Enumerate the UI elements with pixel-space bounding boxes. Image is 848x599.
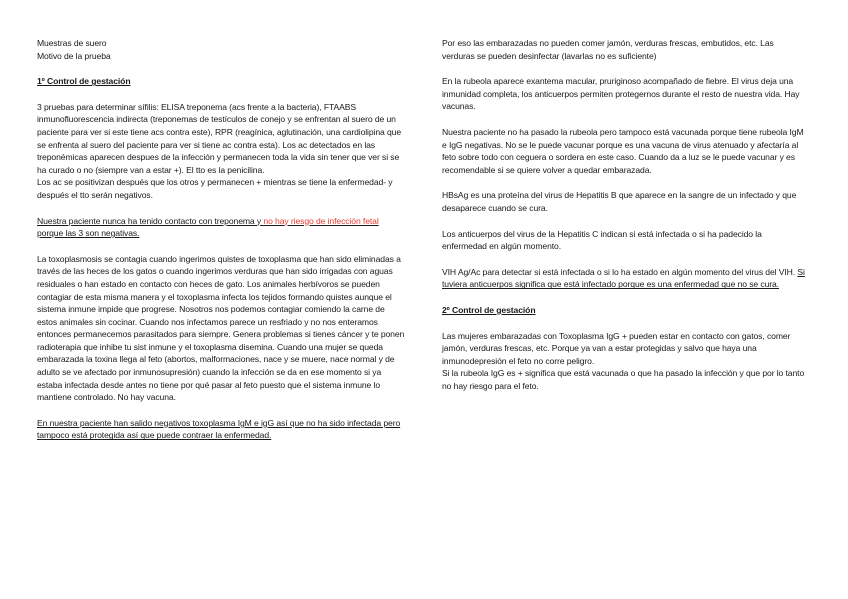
paragraph-hepatitis-c: Los anticuerpos del virus de la Hepatitis C indican si está infectada o si ha padecido la enfermedad en algún momento. xyxy=(442,228,762,252)
paragraph-toxo-result: En nuestra paciente han salido negativos toxoplasma IgM e igG así que no ha sido infectada pero tampoco está protegida así que puede contraer la enfermedad. xyxy=(37,417,401,441)
patient-text-a: Nuestra paciente nunca ha tenido contacto con treponema y xyxy=(37,215,264,226)
paragraph-patient-treponema xyxy=(37,215,405,240)
patient-text-b: porque las 3 son negativas. xyxy=(37,228,140,239)
paragraph-embarazadas: Por eso las embarazadas no pueden comer jamón, verduras frescas, embutidos, etc. Las verduras se pueden desinfectar (lavarlas no es suficiente) xyxy=(442,38,774,61)
paragraph-sifilis-tests: 3 pruebas para determinar sífilis: ELISA treponema (acs frente a la bacteria), FTAABS inmunofluorescencia indirecta (treponemas de testículos de conejo y se enfrentan al suero de un paciente para ver si este tiene acs contra este), RPR (reagínica, aglutinación, una cardiolipina que se enfrenta al suero del paciente para ver si tiene ac contra esta). Los ac detectados en las treponémicas aparecen despues de la infección y permanecen toda la vida sin tener que ver si se ha curado o no (siempre van a estar +). El tto es la penicilina. xyxy=(37,101,402,175)
right-column xyxy=(442,37,808,392)
highlight-no-risk: no hay riesgo de infección fetal xyxy=(263,215,379,226)
heading-control-2: 2º Control de gestación xyxy=(442,304,536,315)
heading-control-1: 1º Control de gestación xyxy=(37,76,131,87)
paragraph-vih xyxy=(442,266,808,291)
paragraph-sifilis-ac: Los ac se positivizan después que los otros y permanecen + mientras se tiene la enfermedad- y después el tto serán negativos. xyxy=(37,177,393,200)
intro-line-1: Muestras de suero xyxy=(37,38,107,48)
left-column xyxy=(37,37,405,455)
paragraph-control2-rubeola: Si la rubeola IgG es + significa que está vacunada o que ha pasado la infección y que por lo tanto no hay riesgo para el feto. xyxy=(442,368,805,391)
vih-underlined: Si tuviera anticuerpos significa que está infectado porque es una enfermedad que no se cura. xyxy=(442,266,805,290)
vih-text: VIH Ag/Ac para detectar si está infectada o si lo ha estado en algún momento del virus del VIH. xyxy=(442,266,798,277)
paragraph-toxoplasmosis: La toxoplasmosis se contagia cuando ingerimos quistes de toxoplasma que han sido eliminadas a través de las heces de los gatos o cuando ingerimos verduras que han sido irrigadas con aguas residuales o han estado en contacto con heces de gato. Los animales herbívoros se pueden contagiar de esta misma manera y el toxoplasma infecta los tejidos formando quistes aunque el sistema inmune impide que progrese. Nosotros nos podemos contagiar comiendo la carne de estos animales sin cocinar. Cuando nos infectamos parece un resfriado y no nos enteramos entonces permanecemos parasitados para siempre. Genera problemas si tienes cáncer y te ponen radioterapia que inhibe tu sist inmune y el toxoplasma disemina. Cuando una mujer se queda embarazada la toxina llega al feto (abortos, malformaciones, nace y se muere, nace normal y de adulto se ve afectado por inmunosupresión) cuando la infección se da en ese momento si ya estaba infectada desde antes no tiene por qué pasar al feto puesto que el sistema inmune lo mantiene controlado. No hay vacuna. xyxy=(37,253,405,403)
paragraph-rubeola-patient: Nuestra paciente no ha pasado la rubeola pero tampoco está vacunada porque tiene rubeola IgM e IgG negativas. No se le puede vacunar porque es una vacuna de virus atenuado y afectaría al feto sobre todo con ceguera o sordera en este caso. Cuando da a luz se le puede vacunar y es recomendable si se quiere volver a quedar embarazada. xyxy=(442,126,804,175)
paragraph-rubeola-info: En la rubeola aparece exantema macular, pruriginoso acompañado de fiebre. El virus deja una inmunidad completa, los anticuerpos permiten protegernos durante el resto de nuestra vida. Hay vacunas. xyxy=(442,76,800,112)
intro-line-2: Motivo de la prueba xyxy=(37,50,111,61)
paragraph-control2-toxo: Las mujeres embarazadas con Toxoplasma IgG + pueden estar en contacto con gatos, comer jamón, verduras frescas, etc. Porque ya van a estar protegidas y salvo que haya una inmunodepresión el feto no corre peligro. xyxy=(442,330,791,366)
paragraph-hbsag: HBsAg es una proteína del virus de Hepatitis B que aparece en la sangre de un infectado y que desaparece cuando se cura. xyxy=(442,190,797,213)
